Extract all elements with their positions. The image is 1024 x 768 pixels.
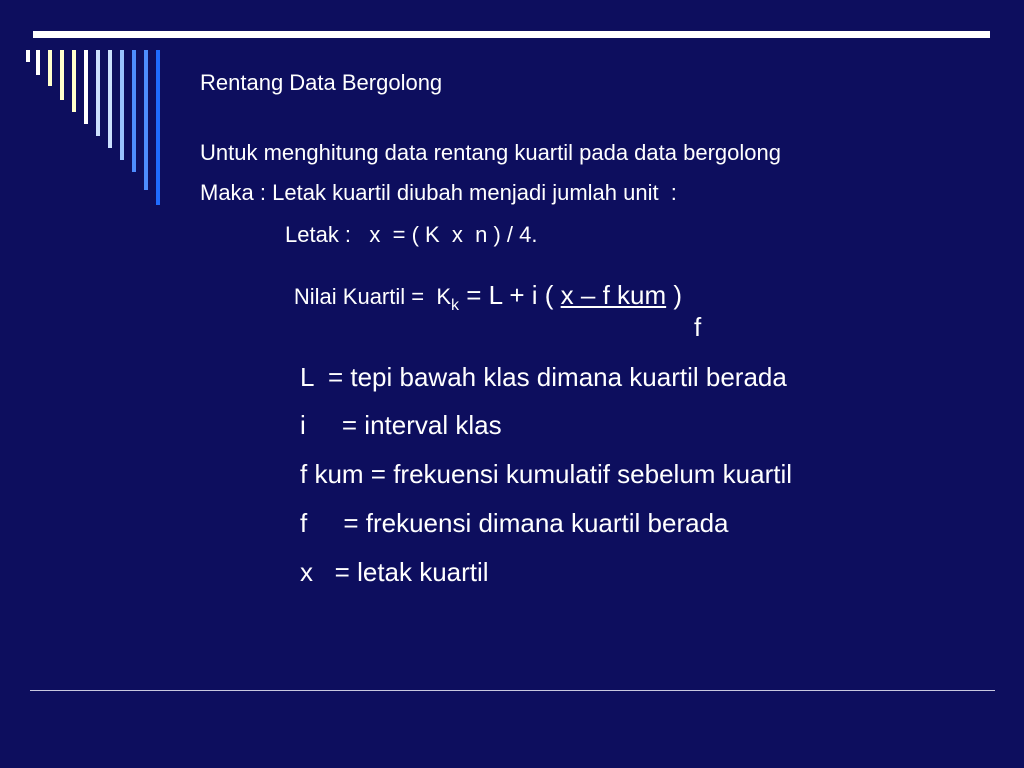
nilai-subscript: k — [451, 297, 460, 314]
formula-numerator: x – f kum — [560, 280, 667, 310]
definition-item: x = letak kuartil — [300, 557, 489, 587]
stripe — [26, 50, 30, 62]
top-rule — [33, 31, 990, 38]
stripe — [60, 50, 64, 100]
stripe — [156, 50, 160, 205]
definition-item: i = interval klas — [300, 410, 502, 440]
stripe — [96, 50, 100, 136]
letak-formula: Letak : x = ( K x n ) / 4. — [285, 222, 538, 247]
formula-prefix: = L + i ( — [459, 280, 561, 310]
stripe — [48, 50, 52, 86]
bottom-rule — [30, 690, 995, 691]
definition-item: f = frekuensi dimana kuartil berada — [300, 508, 729, 538]
stripe — [132, 50, 136, 172]
decorative-stripes — [26, 50, 166, 210]
formula-denominator: f — [694, 312, 702, 342]
stripe — [120, 50, 124, 160]
nilai-kuartil-formula — [285, 262, 683, 314]
stripe — [72, 50, 76, 112]
stripe — [144, 50, 148, 190]
intro-line-1: Untuk menghitung data rentang kuartil pada data bergolong — [200, 140, 781, 165]
nilai-label: Nilai Kuartil = K — [293, 284, 452, 309]
definition-item: L = tepi bawah klas dimana kuartil berada — [300, 362, 787, 392]
stripe — [36, 50, 40, 75]
definition-item: f kum = frekuensi kumulatif sebelum kuartil — [300, 459, 793, 489]
slide-title: Rentang Data Bergolong — [200, 70, 443, 95]
stripe — [84, 50, 88, 124]
intro-line-2: Maka : Letak kuartil diubah menjadi jumlah unit : — [200, 180, 677, 205]
stripe — [108, 50, 112, 148]
formula-suffix: ) — [666, 280, 683, 310]
